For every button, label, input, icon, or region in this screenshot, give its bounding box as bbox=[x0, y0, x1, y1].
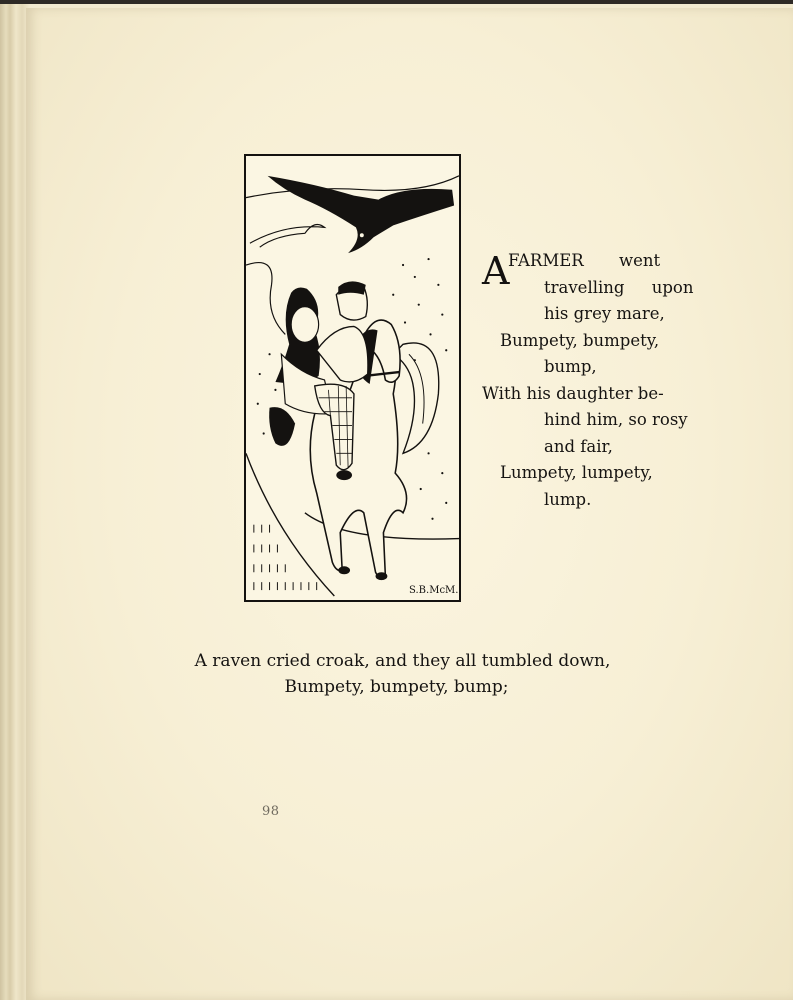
verse-line-6: With his daughter be- bbox=[482, 383, 664, 403]
raven-farmer-illustration bbox=[244, 154, 461, 602]
page-number: 98 bbox=[262, 804, 280, 819]
verse-line-9: Lumpety, lumpety, bbox=[500, 463, 653, 482]
verse-line-2: travelling upon bbox=[544, 277, 694, 297]
svg-text:S.B.McM.: S.B.McM. bbox=[409, 585, 459, 596]
ground-hatching bbox=[254, 525, 317, 590]
illustration-drawing bbox=[246, 156, 459, 600]
verse-line-5: bump, bbox=[544, 357, 597, 376]
closing-couplet bbox=[0, 648, 793, 700]
verse-line-10: lump. bbox=[544, 489, 592, 509]
artist-monogram-signature bbox=[409, 582, 459, 596]
drop-cap: A bbox=[482, 249, 510, 293]
verse-line-1: FARMER went bbox=[508, 251, 661, 270]
verse-line-7: hind him, so rosy bbox=[544, 410, 688, 429]
verse-line-8: and fair, bbox=[544, 436, 613, 456]
couplet-line-1: A raven cried croak, and they all tumbled down, bbox=[194, 651, 611, 671]
couplet-line-2: Bumpety, bumpety, bump; bbox=[284, 677, 509, 697]
verse-line-4: Bumpety, bumpety, bbox=[500, 330, 660, 350]
verse-stanza bbox=[480, 248, 694, 513]
verse-line-3: his grey mare, bbox=[544, 304, 665, 323]
